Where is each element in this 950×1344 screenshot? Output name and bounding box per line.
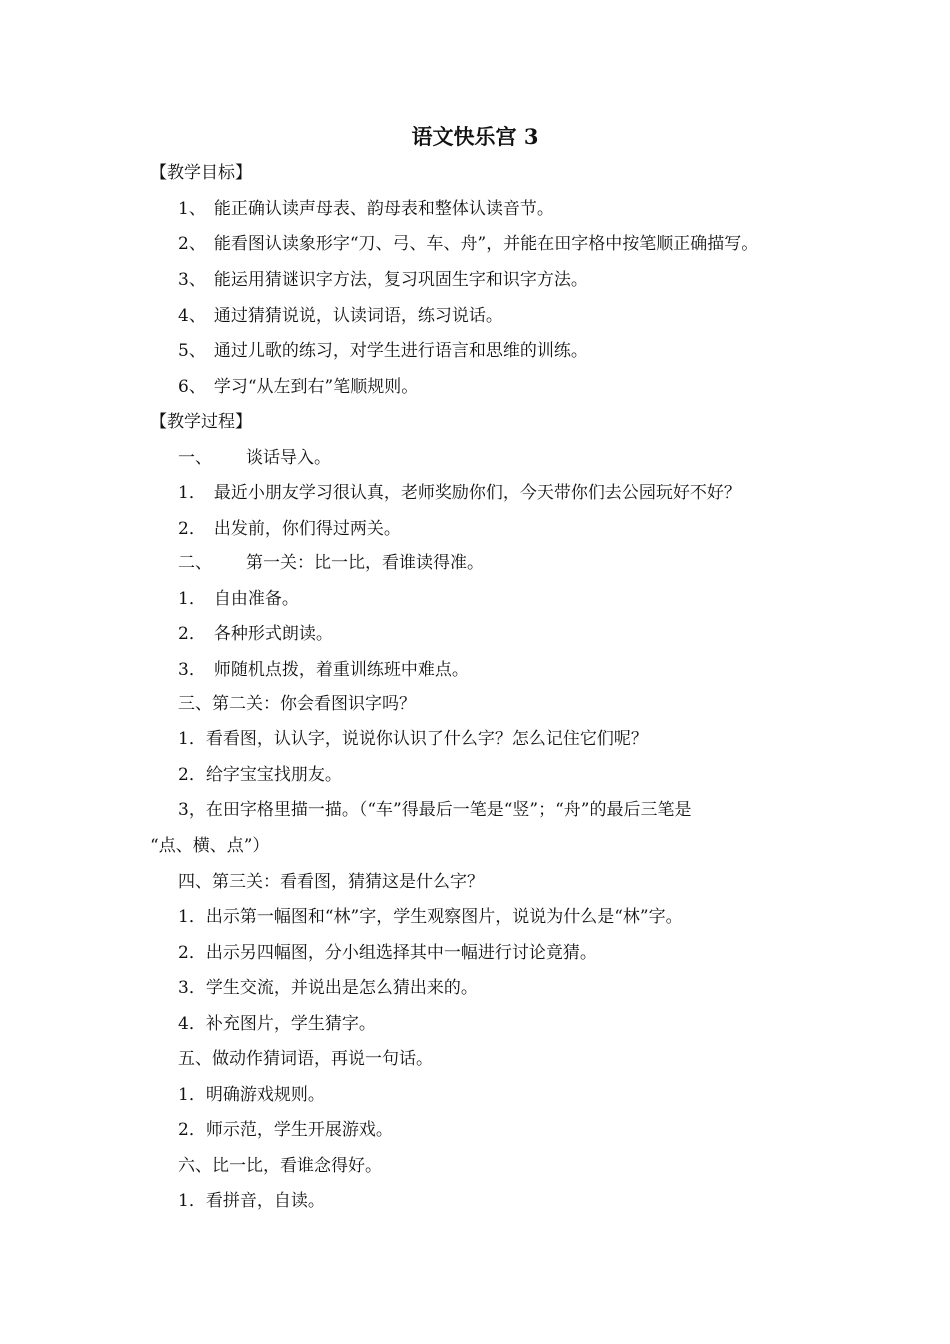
objective-num: 3、 <box>178 270 206 290</box>
section-heading: 五、做动作猜词语，再说一句话。 <box>178 1049 433 1069</box>
objective-item-4 <box>178 304 503 328</box>
objective-text: 通过儿歌的练习，对学生进行语言和思维的训练。 <box>213 341 588 361</box>
list-item: 1．明确游戏规则。 <box>178 1085 325 1105</box>
list-item: 4．补充图片，学生猜字。 <box>178 1014 376 1034</box>
section-heading: 三、第二关：你会看图识字吗？ <box>178 694 416 714</box>
process-heading: 【教学过程】 <box>150 412 252 432</box>
objective-num: 1、 <box>178 199 206 219</box>
objective-num: 5、 <box>178 341 206 361</box>
objective-text: 能正确认读声母表、韵母表和整体认读音节。 <box>213 199 554 219</box>
section-heading: 一、 谈话导入。 <box>178 448 331 468</box>
objective-item-3 <box>178 268 588 292</box>
list-item: 1．看看图，认认字，说说你认识了什么字？怎么记住它们呢？ <box>178 729 648 749</box>
list-item: 2．师示范，学生开展游戏。 <box>178 1120 393 1140</box>
list-item: 2． 出发前，你们得过两关。 <box>178 519 401 539</box>
list-item: 2．出示另四幅图，分小组选择其中一幅进行讨论竟猜。 <box>178 943 597 963</box>
objective-text: 通过猜猜说说，认读词语，练习说话。 <box>213 306 503 326</box>
list-item-continued: “点、横、点”） <box>150 836 270 856</box>
section-heading: 四、第三关：看看图，猜猜这是什么字？ <box>178 872 484 892</box>
objective-text: 能看图认读象形字“刀、弓、车、舟”，并能在田字格中按笔顺正确描写。 <box>213 234 759 254</box>
objective-num: 2、 <box>178 234 206 254</box>
objective-item-1 <box>178 197 554 221</box>
objective-text: 学习“从左到右”笔顺规则。 <box>213 377 419 397</box>
list-item: 1．出示第一幅图和“林”字，学生观察图片，说说为什么是“林”字。 <box>178 907 683 927</box>
document-title: 语文快乐宫 3 <box>411 124 539 149</box>
list-item: 1． 最近小朋友学习很认真，老师奖励你们，今天带你们去公园玩好不好？ <box>178 483 741 503</box>
objective-item-6 <box>178 375 418 399</box>
objective-item-2 <box>178 232 758 256</box>
list-item: 2．给字宝宝找朋友。 <box>178 765 342 785</box>
objectives-heading: 【教学目标】 <box>150 163 252 183</box>
list-item: 1． 自由准备。 <box>178 589 299 609</box>
list-item: 3． 师随机点拨，着重训练班中难点。 <box>178 660 469 680</box>
list-item: 1．看拼音，自读。 <box>178 1191 325 1211</box>
list-item: 3，在田字格里描一描。（“车”得最后一笔是“竖”；“舟”的最后三笔是 <box>178 800 692 820</box>
objective-item-5 <box>178 339 588 363</box>
section-heading: 六、比一比，看谁念得好。 <box>178 1156 382 1176</box>
list-item: 3．学生交流，并说出是怎么猜出来的。 <box>178 978 478 998</box>
section-heading: 二、 第一关：比一比，看谁读得准。 <box>178 553 484 573</box>
list-item: 2． 各种形式朗读。 <box>178 624 333 644</box>
objective-num: 6、 <box>178 377 206 397</box>
objective-text: 能运用猜谜识字方法，复习巩固生字和识字方法。 <box>213 270 588 290</box>
objective-num: 4、 <box>178 306 206 326</box>
